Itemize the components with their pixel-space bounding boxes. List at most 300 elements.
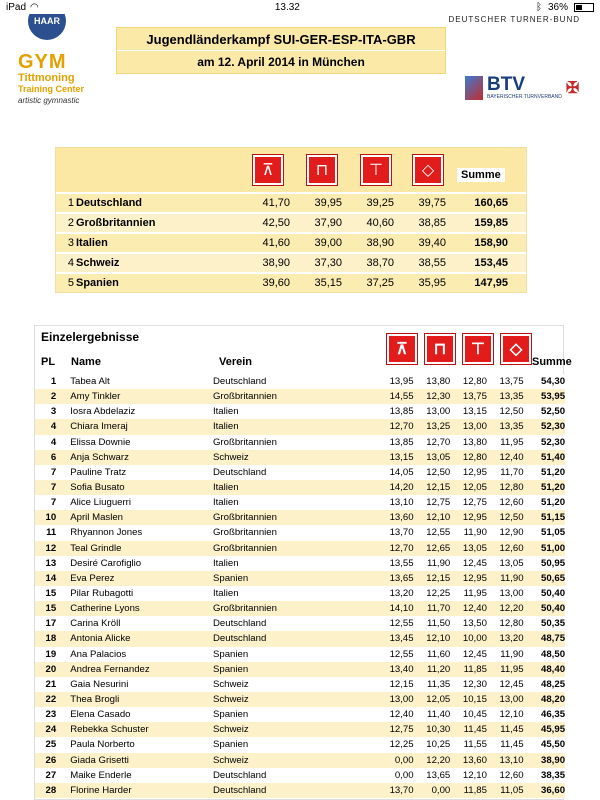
team-rank: 5: [67, 277, 74, 289]
vault-score: 13,85: [389, 436, 414, 448]
individual-results-table: [34, 325, 572, 800]
vault-score: 14,10: [389, 603, 414, 615]
vault-score: 12,55: [389, 648, 414, 660]
vault-score: 12,55: [389, 618, 414, 630]
table-row: [35, 480, 565, 495]
floor-score: 12,50: [499, 512, 524, 524]
bars-score: 12,15: [426, 482, 451, 494]
club: Italien: [212, 421, 239, 433]
placement: 2: [50, 391, 57, 403]
team-score: 39,25: [366, 197, 394, 209]
club: Deutschland: [212, 784, 267, 796]
floor-score: 12,45: [499, 678, 524, 690]
placement: 27: [45, 769, 57, 781]
beam-score: 12,10: [462, 769, 487, 781]
total-score: 36,60: [541, 784, 566, 796]
vault-score: 12,75: [389, 724, 414, 736]
floor-score: 12,60: [499, 542, 524, 554]
bars-score: 12,25: [426, 588, 451, 600]
beam-score: 13,75: [462, 391, 487, 403]
battery-percent: 36%: [547, 1, 568, 13]
placement: 7: [50, 466, 57, 478]
placement: 4: [50, 436, 57, 448]
team-score: 39,40: [418, 237, 446, 249]
bluetooth-icon: ᛒ: [535, 1, 542, 13]
total-score: 48,40: [541, 663, 566, 675]
bars-score: 12,55: [426, 527, 451, 539]
floor-score: 13,05: [499, 557, 524, 569]
placement: 19: [45, 648, 57, 660]
team-row: [56, 272, 526, 292]
vault-score: 0,00: [394, 754, 414, 766]
bars-score: 11,60: [426, 648, 451, 660]
table-row: [35, 677, 565, 692]
floor-score: 12,90: [499, 527, 524, 539]
gymnast-name: Tabea Alt: [70, 376, 110, 388]
club: Deutschland: [212, 633, 267, 645]
beam-score: 12,95: [462, 572, 487, 584]
table-row: [35, 374, 565, 389]
floor-score: 12,20: [499, 603, 524, 615]
total-score: 50,40: [541, 588, 566, 600]
table-row: [35, 435, 565, 450]
vault-score: 0,00: [394, 769, 414, 781]
floor-score: 11,90: [500, 572, 524, 584]
bars-score: 12,75: [426, 497, 451, 509]
gym-logo-tagline: artistic gymnastic: [18, 96, 80, 105]
bars-score: 11,40: [426, 709, 451, 721]
club: Großbritannien: [212, 542, 277, 554]
team-row: [56, 212, 526, 232]
gymnast-name: Thea Brogli: [70, 694, 120, 706]
gymnast-name: Ana Palacios: [70, 648, 127, 660]
gymnast-name: Gaia Nesurini: [70, 678, 129, 690]
btv-cross-icon: ✠: [565, 80, 580, 97]
team-rank: 2: [67, 217, 74, 229]
gymnast-name: Catherine Lyons: [70, 603, 140, 615]
gymnast-name: Elena Casado: [70, 709, 131, 721]
team-score: 38,90: [262, 257, 290, 269]
table-row: [35, 586, 565, 601]
total-score: 38,90: [541, 754, 566, 766]
btv-logo-mark: [465, 76, 483, 100]
beam-score: 13,15: [462, 406, 487, 418]
team-sum: 153,45: [474, 257, 508, 269]
placement: 12: [45, 542, 57, 554]
table-row: [35, 419, 565, 434]
vault-icon: ⊼: [253, 155, 283, 185]
haar-logo: HAAR: [28, 2, 66, 40]
total-score: 38,35: [541, 769, 566, 781]
club: Deutschland: [212, 466, 267, 478]
vault-score: 13,40: [389, 663, 414, 675]
team-score: 35,95: [418, 277, 446, 289]
team-name: Italien: [76, 237, 108, 249]
total-score: 53,95: [541, 391, 566, 403]
floor-score: 13,75: [499, 376, 524, 388]
vault-score: 13,55: [389, 557, 414, 569]
total-score: 48,20: [541, 694, 566, 706]
team-sum: 158,90: [474, 237, 508, 249]
placement: 15: [45, 588, 57, 600]
vault-score: 13,15: [389, 451, 414, 463]
table-row: [35, 556, 565, 571]
bars-score: 12,20: [426, 754, 451, 766]
table-row: [35, 631, 565, 646]
gym-logo: [18, 52, 98, 107]
vault-score: 12,70: [389, 542, 414, 554]
club: Italien: [212, 497, 239, 509]
beam-score: 10,45: [462, 709, 487, 721]
vault-score: 13,20: [389, 588, 414, 600]
vault-score: 13,10: [389, 497, 414, 509]
team-score: 39,60: [262, 277, 290, 289]
floor-score: 12,50: [499, 406, 524, 418]
beam-score: 12,75: [462, 497, 487, 509]
team-score: 42,50: [262, 217, 290, 229]
total-score: 50,65: [541, 572, 566, 584]
club: Schweiz: [212, 754, 249, 766]
beam-score: 11,95: [463, 588, 487, 600]
table-row: [35, 707, 565, 722]
placement: 17: [45, 618, 57, 630]
table-row: [35, 389, 565, 404]
gymnast-name: Giada Grisetti: [70, 754, 129, 766]
dtb-logo: DEUTSCHER TURNER-BUND: [448, 12, 580, 24]
total-score: 50,40: [541, 603, 566, 615]
club: Spanien: [212, 709, 249, 721]
total-score: 51,05: [541, 527, 566, 539]
vault-score: 13,95: [389, 376, 414, 388]
event-date: am 12. April 2014 in München: [197, 55, 365, 69]
bars-score: 12,05: [426, 694, 451, 706]
club: Schweiz: [212, 694, 249, 706]
team-results-table: [55, 147, 527, 293]
bars-score: 11,90: [426, 557, 451, 569]
placement: 10: [45, 512, 57, 524]
club: Deutschland: [212, 376, 267, 388]
bars-score: 12,15: [426, 572, 451, 584]
club: Großbritannien: [212, 603, 277, 615]
team-table-header: [56, 148, 526, 192]
total-score: 52,30: [541, 436, 566, 448]
btv-logo-text: BTV: [487, 74, 525, 95]
table-row: [35, 722, 565, 737]
total-score: 48,50: [541, 648, 566, 660]
bars-score: 13,65: [426, 769, 451, 781]
beam-score: 12,30: [462, 678, 487, 690]
vault-score: 12,25: [389, 739, 414, 751]
gymnast-name: Pilar Rubagotti: [70, 588, 134, 600]
vault-score: 13,45: [389, 633, 414, 645]
header-verein: Verein: [219, 356, 253, 368]
total-score: 51,20: [541, 466, 566, 478]
club: Großbritannien: [212, 512, 277, 524]
beam-score: 13,80: [462, 436, 487, 448]
bars-score: 11,50: [426, 618, 451, 630]
table-row: [35, 465, 565, 480]
club: Großbritannien: [212, 436, 277, 448]
team-row: [56, 232, 526, 252]
floor-score: 13,00: [499, 694, 524, 706]
table-row: [35, 525, 565, 540]
table-row: [35, 450, 565, 465]
beam-score: 12,95: [462, 512, 487, 524]
table-row: [35, 404, 565, 419]
team-sum: 160,65: [474, 197, 508, 209]
bars-score: 12,10: [426, 633, 451, 645]
placement: 4: [50, 421, 57, 433]
club: Großbritannien: [212, 527, 277, 539]
floor-score: 12,60: [499, 769, 524, 781]
balance-beam-icon: ⊤: [463, 334, 493, 364]
placement: 1: [50, 376, 57, 388]
team-score: 35,15: [314, 277, 342, 289]
bars-score: 11,70: [426, 603, 451, 615]
placement: 7: [50, 482, 57, 494]
team-name: Großbritannien: [76, 217, 156, 229]
floor-score: 13,35: [499, 421, 524, 433]
team-score: 37,25: [366, 277, 394, 289]
table-row: [35, 616, 565, 631]
placement: 24: [45, 724, 57, 736]
gymnast-name: Andrea Fernandez: [70, 663, 150, 675]
total-score: 51,20: [541, 497, 566, 509]
club: Großbritannien: [212, 391, 277, 403]
gymnast-name: Paula Norberto: [70, 739, 135, 751]
team-rank: 1: [67, 197, 74, 209]
team-sum: 159,85: [474, 217, 508, 229]
total-score: 50,95: [541, 557, 566, 569]
team-score: 39,95: [314, 197, 342, 209]
uneven-bars-icon: ⊓: [425, 334, 455, 364]
table-row: [35, 601, 565, 616]
gymnast-name: Eva Perez: [70, 572, 115, 584]
placement: 20: [45, 663, 57, 675]
vault-score: 13,00: [389, 694, 414, 706]
gymnast-name: Elissa Downie: [70, 436, 131, 448]
btv-logo: [465, 76, 579, 100]
uneven-bars-icon: ⊓: [307, 155, 337, 185]
team-score: 38,55: [418, 257, 446, 269]
placement: 15: [45, 603, 57, 615]
clock: 13.32: [274, 1, 300, 13]
total-score: 52,50: [541, 406, 566, 418]
gym-logo-city: Tittmoning: [18, 72, 75, 84]
team-score: 37,90: [314, 217, 342, 229]
gymnast-name: Florine Harder: [70, 784, 132, 796]
floor-score: 12,10: [499, 709, 524, 721]
team-name: Spanien: [76, 277, 119, 289]
vault-score: 12,70: [389, 421, 414, 433]
team-name: Deutschland: [76, 197, 143, 209]
floor-icon: ◇: [501, 334, 531, 364]
individual-caption: Einzelergebnisse: [41, 330, 140, 344]
bars-score: 10,25: [426, 739, 451, 751]
team-score: 39,00: [314, 237, 342, 249]
club: Schweiz: [212, 724, 249, 736]
placement: 13: [45, 557, 57, 569]
bars-score: 11,20: [426, 663, 451, 675]
placement: 7: [50, 497, 57, 509]
team-score: 37,30: [314, 257, 342, 269]
gymnast-name: Teal Grindle: [70, 542, 122, 554]
beam-score: 12,80: [462, 376, 487, 388]
gymnast-name: Amy Tinkler: [70, 391, 121, 403]
header-name: Name: [71, 356, 101, 368]
club: Deutschland: [212, 618, 267, 630]
bars-score: 12,10: [426, 512, 451, 524]
beam-score: 13,05: [462, 542, 487, 554]
gymnast-name: Pauline Tratz: [70, 466, 127, 478]
gymnast-name: Desiré Carofiglio: [70, 557, 142, 569]
beam-score: 13,50: [462, 618, 487, 630]
btv-logo-sub: BAYERISCHER TURNVERBAND: [487, 94, 562, 100]
beam-score: 11,85: [463, 663, 487, 675]
club: Italien: [212, 557, 239, 569]
beam-score: 10,00: [462, 633, 487, 645]
individual-header: [35, 341, 572, 374]
vault-score: 14,55: [389, 391, 414, 403]
gymnast-name: Sofia Busato: [70, 482, 125, 494]
team-rank: 3: [67, 237, 74, 249]
vault-score: 12,15: [389, 678, 414, 690]
gymnast-name: Rebekka Schuster: [70, 724, 149, 736]
team-score: 38,85: [418, 217, 446, 229]
placement: 22: [45, 694, 57, 706]
floor-score: 12,80: [499, 618, 524, 630]
floor-score: 13,35: [499, 391, 524, 403]
placement: 21: [45, 678, 57, 690]
floor-score: 11,45: [500, 724, 524, 736]
club: Deutschland: [212, 769, 267, 781]
floor-icon: ◇: [413, 155, 443, 185]
gymnast-name: April Maslen: [70, 512, 124, 524]
bars-score: 12,30: [426, 391, 451, 403]
beam-score: 11,55: [463, 739, 487, 751]
total-score: 45,50: [541, 739, 566, 751]
floor-score: 12,80: [499, 482, 524, 494]
gym-logo-text: GYM: [18, 51, 67, 73]
bars-score: 11,35: [426, 678, 451, 690]
club: Spanien: [212, 572, 249, 584]
club: Spanien: [212, 663, 249, 675]
placement: 23: [45, 709, 57, 721]
team-row: [56, 252, 526, 272]
gymnast-name: Carina Kröll: [70, 618, 121, 630]
balance-beam-icon: ⊤: [361, 155, 391, 185]
event-title: Jugendländerkampf SUI-GER-ESP-ITA-GBR: [117, 28, 445, 51]
club: Italien: [212, 482, 239, 494]
beam-score: 11,90: [463, 527, 487, 539]
floor-score: 11,45: [500, 739, 524, 751]
team-rank: 4: [67, 257, 74, 269]
team-score: 41,60: [262, 237, 290, 249]
vault-score: 13,70: [389, 527, 414, 539]
club: Spanien: [212, 648, 249, 660]
beam-score: 12,40: [462, 603, 487, 615]
beam-score: 12,45: [462, 557, 487, 569]
beam-score: 12,45: [462, 648, 487, 660]
team-score: 41,70: [262, 197, 290, 209]
club: Schweiz: [212, 451, 249, 463]
gym-logo-center: Training Center: [18, 84, 85, 94]
floor-score: 11,95: [500, 663, 524, 675]
placement: 6: [50, 451, 57, 463]
table-row: [35, 510, 565, 525]
gymnast-name: Chiara Imeraj: [70, 421, 128, 433]
team-score: 39,75: [418, 197, 446, 209]
club: Italien: [212, 588, 239, 600]
vault-score: 13,60: [389, 512, 414, 524]
beam-score: 13,60: [462, 754, 487, 766]
table-row: [35, 662, 565, 677]
club: Italien: [212, 406, 239, 418]
total-score: 51,20: [541, 482, 566, 494]
floor-score: 11,70: [500, 466, 524, 478]
gymnast-name: Rhyannon Jones: [70, 527, 143, 539]
team-score: 38,70: [366, 257, 394, 269]
total-score: 45,95: [541, 724, 566, 736]
placement: 26: [45, 754, 57, 766]
team-sum: 147,95: [474, 277, 508, 289]
beam-score: 11,45: [463, 724, 487, 736]
table-row: [35, 783, 565, 798]
header-pl: PL: [41, 356, 56, 368]
placement: 3: [50, 406, 57, 418]
total-score: 54,30: [541, 376, 566, 388]
wifi-icon: ◠: [30, 1, 39, 13]
vault-score: 13,85: [389, 406, 414, 418]
bars-score: 0,00: [431, 784, 451, 796]
table-row: [35, 737, 565, 752]
total-score: 46,35: [541, 709, 566, 721]
total-score: 52,30: [541, 421, 566, 433]
vault-score: 14,20: [389, 482, 414, 494]
floor-score: 11,95: [500, 436, 524, 448]
bars-score: 13,25: [426, 421, 451, 433]
bars-score: 12,70: [426, 436, 451, 448]
table-row: [35, 753, 565, 768]
beam-score: 13,00: [462, 421, 487, 433]
event-title-box: [116, 27, 446, 74]
beam-score: 12,80: [462, 451, 487, 463]
floor-score: 12,60: [499, 497, 524, 509]
total-score: 50,35: [541, 618, 566, 630]
bars-score: 13,80: [426, 376, 451, 388]
bars-score: 10,30: [426, 724, 451, 736]
gymnast-name: Iosra Abdelaziz: [70, 406, 136, 418]
table-row: [35, 495, 565, 510]
bars-score: 13,00: [426, 406, 451, 418]
table-row: [35, 647, 565, 662]
device-label: iPad: [6, 1, 27, 13]
total-score: 51,15: [541, 512, 566, 524]
beam-score: 12,05: [462, 482, 487, 494]
beam-score: 12,95: [462, 466, 487, 478]
total-score: 51,40: [541, 451, 566, 463]
placement: 14: [45, 572, 57, 584]
vault-score: 13,70: [389, 784, 414, 796]
status-bar: [0, 0, 600, 14]
table-row: [35, 692, 565, 707]
table-row: [35, 571, 565, 586]
vault-score: 13,65: [389, 572, 414, 584]
floor-score: 13,20: [499, 633, 524, 645]
header-summe: Summe: [532, 356, 572, 368]
team-sum-header: Summe: [457, 168, 505, 182]
floor-score: 12,40: [499, 451, 524, 463]
